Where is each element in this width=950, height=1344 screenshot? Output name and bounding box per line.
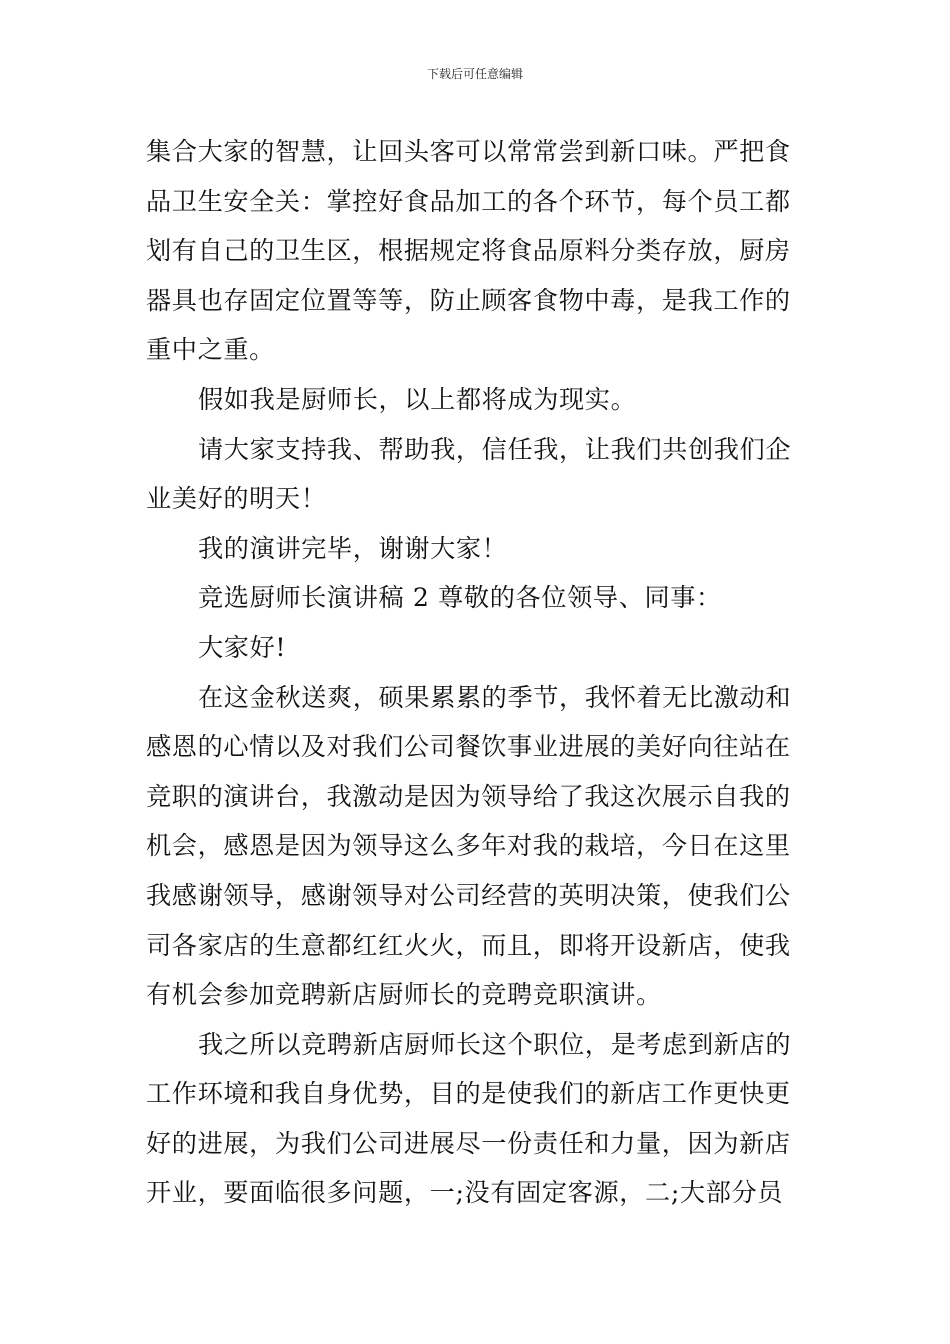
text-line: 大家好!	[198, 632, 287, 662]
text-line: 好的进展，为我们公司进展尽一份责任和力量，因为新店	[146, 1128, 791, 1158]
text-line: 感恩的心情以及对我们公司餐饮事业进展的美好向往站在	[146, 732, 791, 762]
document-body	[146, 127, 806, 1218]
text-line: 我的演讲完毕，谢谢大家！	[198, 533, 508, 563]
text-line: 重中之重。	[146, 335, 275, 365]
page-header: 下载后可任意编辑	[426, 67, 523, 81]
text-line: 器具也存固定位置等等，防止顾客食物中毒，是我工作的	[146, 285, 791, 315]
text-line: 开业，要面临很多问题，一;没有固定客源，二;大部分员	[146, 1178, 784, 1208]
text-line: 业美好的明天！	[146, 484, 327, 514]
text-line: 竞职的演讲台，我激动是因为领导给了我这次展示自我的	[146, 781, 791, 811]
text-line: 在这金秋送爽，硕果累累的季节，我怀着无比激动和	[198, 682, 792, 712]
text-line: 划有自己的卫生区，根据规定将食品原料分类存放，厨房	[146, 236, 791, 266]
text-line: 我感谢领导，感谢领导对公司经营的英明决策，使我们公	[146, 880, 791, 910]
text-line: 有机会参加竞聘新店厨师长的竞聘竞职演讲。	[146, 980, 662, 1010]
text-line: 假如我是厨师长，以上都将成为现实。	[198, 384, 637, 414]
text-line: 司各家店的生意都红红火火，而且，即将开设新店，使我	[146, 930, 791, 960]
text-line: 请大家支持我、帮助我，信任我，让我们共创我们企	[198, 434, 792, 464]
text-line: 品卫生安全关：掌控好食品加工的各个环节，每个员工都	[146, 186, 791, 216]
text-line: 机会，感恩是因为领导这么多年对我的栽培，今日在这里	[146, 831, 791, 861]
text-line: 集合大家的智慧，让回头客可以常常尝到新口味。严把食	[146, 137, 791, 166]
text-line: 我之所以竞聘新店厨师长这个职位，是考虑到新店的	[198, 1029, 792, 1059]
text-line: 工作环境和我自身优势，目的是使我们的新店工作更快更	[146, 1079, 791, 1109]
text-line: 竞选厨师长演讲稿 2 尊敬的各位领导、同事：	[198, 583, 722, 613]
